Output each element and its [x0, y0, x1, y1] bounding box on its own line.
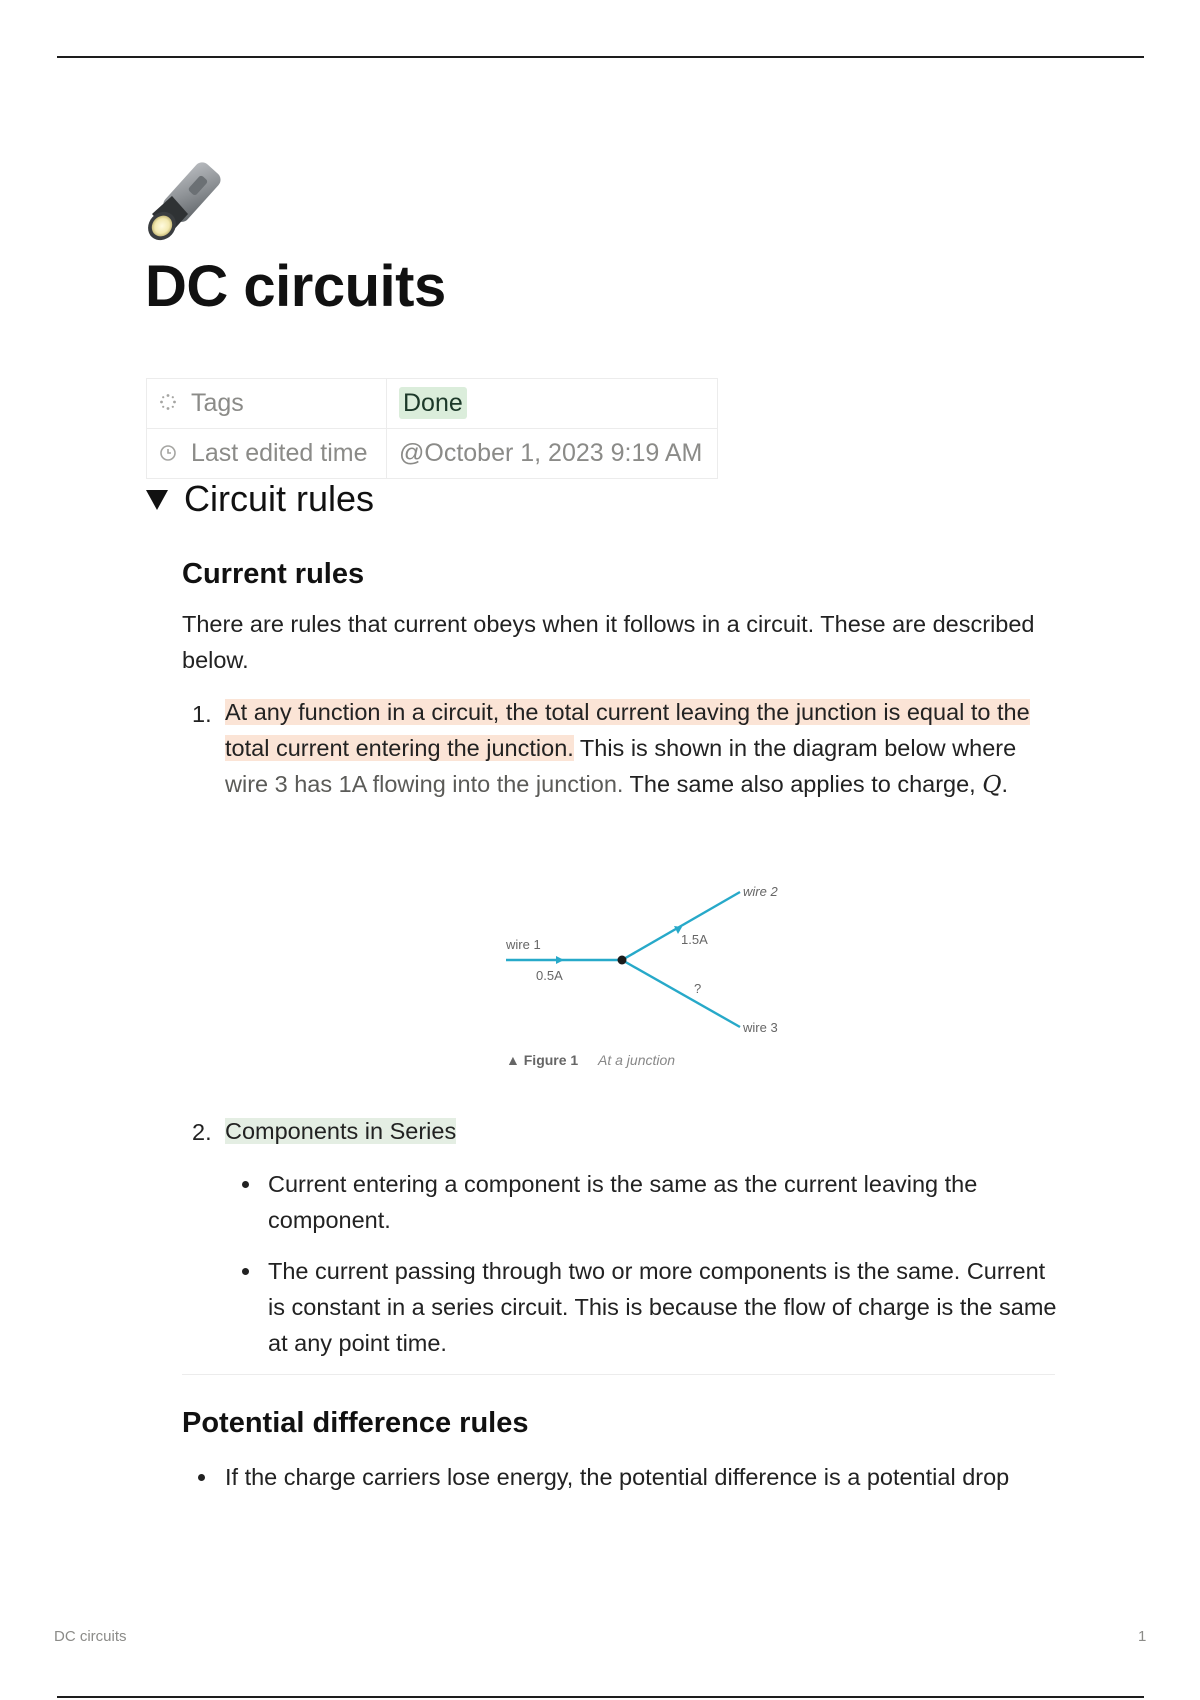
tags-icon: [159, 393, 179, 416]
list-item-components-series: [225, 1113, 1065, 1149]
toggle-triangle-icon[interactable]: [146, 490, 168, 510]
list-item: If the charge carriers lose energy, the potential difference is a potential drop: [225, 1464, 1010, 1490]
list-item: The current passing through two or more components is the same. Current is constant in a series circuit. This is because the flow of charge is the same at any point time.: [268, 1258, 1057, 1356]
label-wire-3: wire 3: [743, 1020, 778, 1035]
list-item-text: This is shown in the diagram below where: [573, 735, 1017, 761]
footer-page-number: 1: [1138, 1628, 1147, 1645]
figure-caption-label: ▲ Figure 1: [506, 1052, 579, 1068]
property-row-tags[interactable]: [147, 379, 718, 429]
highlighted-text: At any function in a circuit, the total current leaving the junction is equal to the total current entering the junction.: [225, 699, 1030, 761]
list-item-text: .: [1001, 771, 1009, 797]
property-row-last-edited[interactable]: [147, 429, 718, 479]
bullet-dot: [242, 1268, 249, 1275]
label-wire-2: wire 2: [743, 884, 778, 899]
flashlight-icon: [142, 152, 234, 248]
divider: [182, 1374, 1055, 1375]
property-label: Tags: [191, 389, 244, 417]
list-number: 1.: [192, 701, 212, 727]
arrow-icon: [556, 956, 564, 964]
toggle-heading-circuit-rules[interactable]: [146, 478, 374, 520]
property-label: Last edited time: [191, 439, 368, 467]
figure-caption-text: At a junction: [598, 1052, 676, 1068]
list-item: Current entering a component is the same as the current leaving the component.: [268, 1171, 978, 1233]
list-number: 2.: [192, 1119, 212, 1145]
toggle-heading-label: Circuit rules: [184, 478, 375, 519]
list-item-text: The same also applies to charge,: [623, 771, 983, 797]
label-wire-1: wire 1: [506, 937, 541, 952]
top-rule: [57, 56, 1144, 58]
junction-diagram: [500, 872, 800, 1072]
math-q: Q: [982, 770, 1002, 798]
label-current-2: 1.5A: [681, 932, 708, 947]
last-edited-date: @October 1, 2023 9:19 AM: [399, 439, 703, 467]
junction-node: [618, 956, 627, 965]
label-current-1: 0.5A: [536, 968, 563, 983]
bottom-rule: [57, 1696, 1144, 1698]
list-item-junction-rule: [225, 694, 1065, 802]
footer-title: DC circuits: [54, 1628, 127, 1645]
property-value[interactable]: [387, 429, 718, 479]
bullet-dot: [198, 1474, 205, 1481]
bullet-dot: [242, 1181, 249, 1188]
properties-table: [146, 378, 718, 479]
status-badge[interactable]: Done: [399, 387, 467, 419]
clock-icon: [159, 443, 179, 466]
section-heading-current-rules: Current rules: [182, 558, 365, 590]
highlighted-text: Components in Series: [225, 1118, 457, 1144]
property-name: [147, 429, 387, 479]
section-heading-pd-rules: Potential difference rules: [182, 1407, 529, 1439]
page-title: DC circuits: [145, 254, 446, 319]
intro-paragraph: There are rules that current obeys when it follows in a circuit. These are described below.: [182, 611, 1035, 673]
muted-text: wire 3 has 1A flowing into the junction.: [225, 771, 624, 797]
label-current-3: ?: [694, 981, 702, 996]
property-value[interactable]: [387, 379, 718, 429]
property-name: [147, 379, 387, 429]
